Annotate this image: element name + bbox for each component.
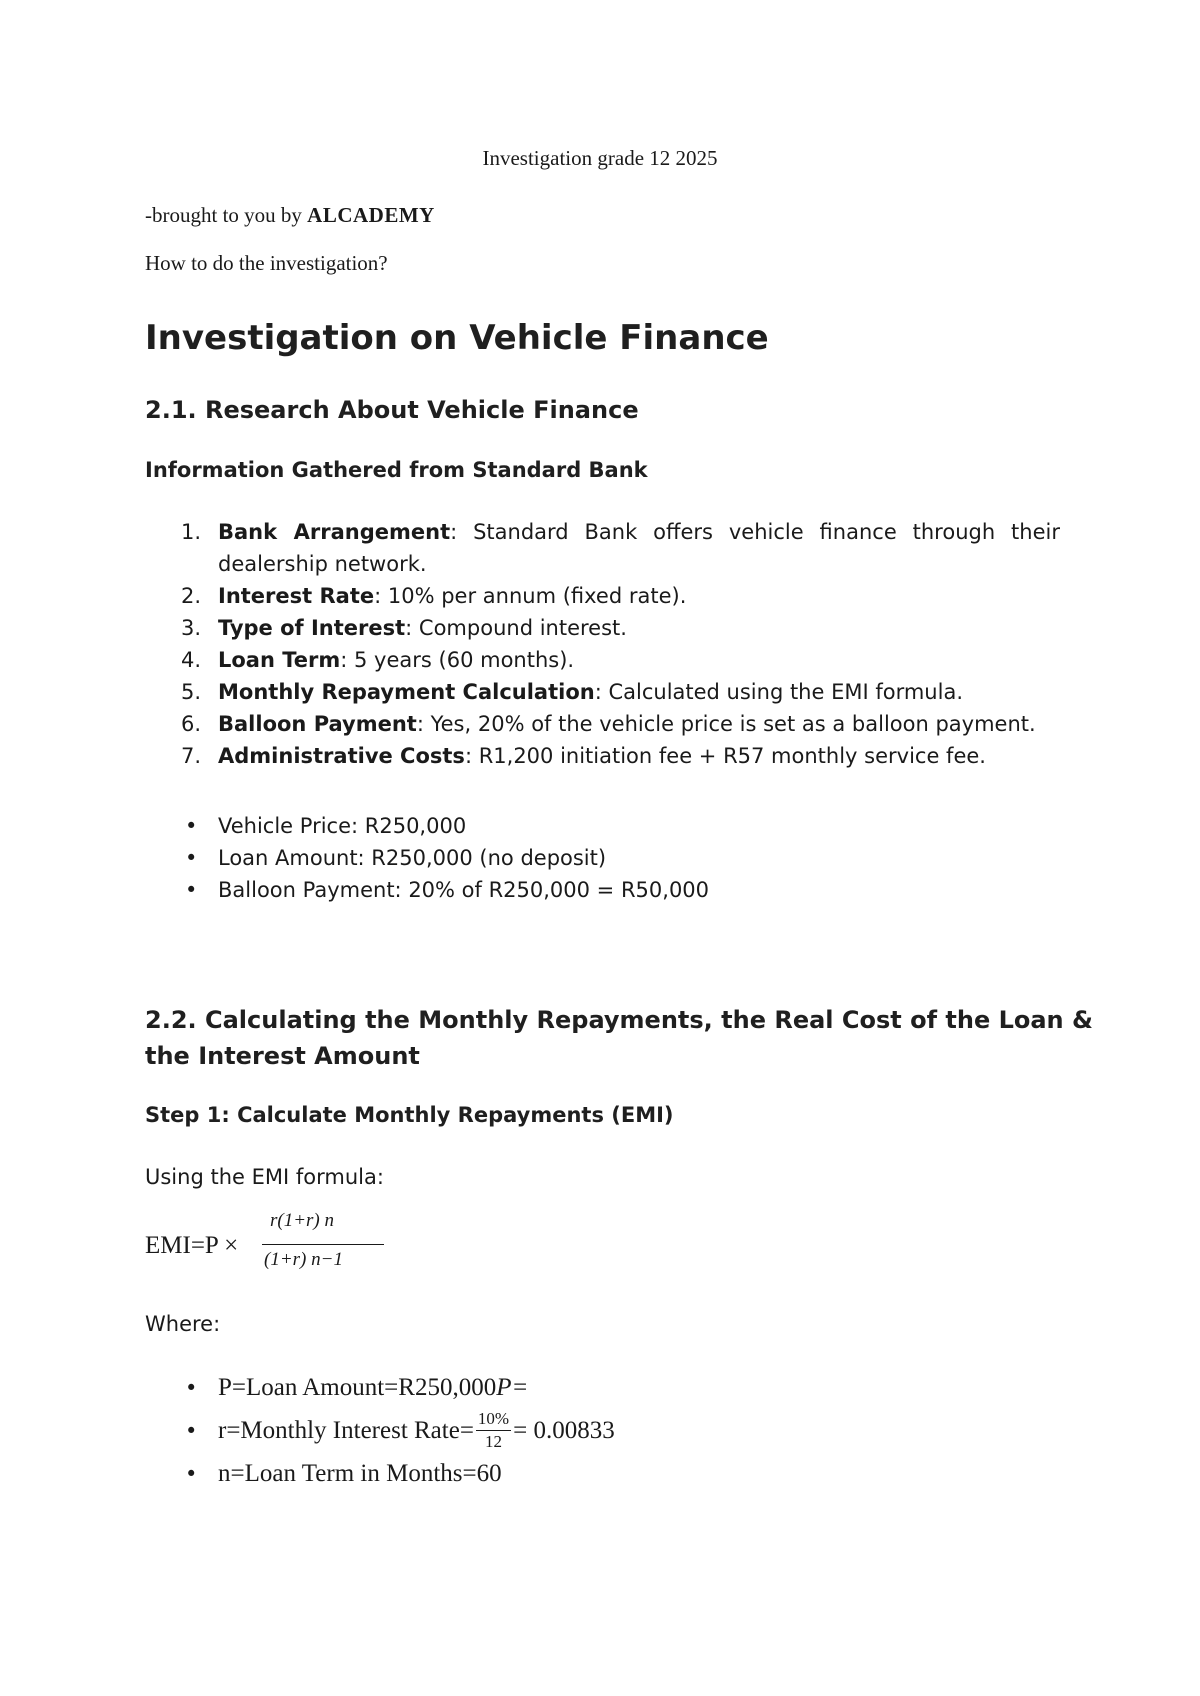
item-text: : Standard Bank offers vehicle finance through their dealership network. xyxy=(218,520,1060,576)
definition-text: P=Loan Amount=R250,000 xyxy=(218,1373,497,1401)
formula-lhs: EMI=P × xyxy=(145,1232,239,1259)
item-term: Type of Interest xyxy=(218,616,406,640)
list-item xyxy=(145,810,1060,842)
variable-definitions xyxy=(145,1366,1045,1495)
fraction-bar xyxy=(262,1244,384,1245)
byline-prefix: -brought to you by xyxy=(145,203,308,227)
item-text: : Calculated using the EMI formula. xyxy=(594,680,963,704)
section-heading-line: 2.2. Calculating the Monthly Repayments, the Real Cost of the Loan & xyxy=(145,1006,1093,1034)
subheading-standard-bank: Information Gathered from Standard Bank xyxy=(145,458,648,482)
item-number: 3. xyxy=(181,616,202,640)
item-term: Loan Term xyxy=(218,648,341,672)
formula-intro: Using the EMI formula: xyxy=(145,1165,384,1189)
list-item xyxy=(145,516,1060,580)
item-number: 6. xyxy=(181,712,202,736)
vehicle-details-list xyxy=(145,810,1060,906)
list-item xyxy=(145,708,1060,740)
list-item xyxy=(145,612,1060,644)
list-item xyxy=(145,676,1060,708)
list-item xyxy=(145,842,1060,874)
bullet-icon: • xyxy=(185,814,198,838)
bullet-icon: • xyxy=(185,1461,198,1486)
item-text: : 10% per annum (fixed rate). xyxy=(374,584,687,608)
byline xyxy=(145,203,435,228)
document-title: Investigation grade 12 2025 xyxy=(482,146,718,170)
list-item xyxy=(145,874,1060,906)
section-heading-2-2 xyxy=(145,1002,1093,1074)
bullet-icon: • xyxy=(185,878,198,902)
page-title: Investigation on Vehicle Finance xyxy=(145,318,769,358)
definition-text: n=Loan Term in Months=60 xyxy=(218,1459,502,1487)
rate-fraction xyxy=(476,1408,511,1453)
item-term: Bank Arrangement xyxy=(218,520,451,544)
list-item xyxy=(145,644,1060,676)
definition-text: r=Monthly Interest Rate= xyxy=(218,1416,474,1444)
list-item xyxy=(145,1452,1045,1495)
byline-brand: ALCADEMY xyxy=(307,203,435,227)
item-text: : R1,200 initiation fee + R57 monthly service fee. xyxy=(464,744,986,768)
step1-heading: Step 1: Calculate Monthly Repayments (EMI) xyxy=(145,1103,674,1127)
definition-result: = 0.00833 xyxy=(513,1416,615,1444)
rate-fraction-denominator: 12 xyxy=(485,1432,502,1451)
item-term: Administrative Costs xyxy=(218,744,465,768)
numbered-list xyxy=(145,516,1060,772)
section-heading-line: the Interest Amount xyxy=(145,1042,420,1070)
bullet-icon: • xyxy=(185,1375,198,1400)
bullet-icon: • xyxy=(185,846,198,870)
item-number: 2. xyxy=(181,584,202,608)
item-number: 1. xyxy=(181,520,202,544)
formula-denominator: (1+r) n−1 xyxy=(264,1249,343,1270)
list-item xyxy=(145,580,1060,612)
definition-suffix: P= xyxy=(496,1373,529,1401)
item-text: : 5 years (60 months). xyxy=(340,648,575,672)
item-number: 5. xyxy=(181,680,202,704)
list-item xyxy=(145,1366,1045,1409)
howto-question: How to do the investigation? xyxy=(145,251,388,275)
bullet-icon: • xyxy=(185,1418,198,1443)
formula-numerator: r(1+r) n xyxy=(270,1210,335,1231)
section-heading-2-1: 2.1. Research About Vehicle Finance xyxy=(145,396,639,424)
item-text: : Compound interest. xyxy=(405,616,627,640)
item-number: 7. xyxy=(181,744,202,768)
item-number: 4. xyxy=(181,648,202,672)
item-term: Interest Rate xyxy=(218,584,375,608)
where-label: Where: xyxy=(145,1312,221,1336)
item-term: Monthly Repayment Calculation xyxy=(218,680,595,704)
list-item-text: Vehicle Price: R250,000 xyxy=(218,814,467,838)
list-item xyxy=(145,740,1060,772)
list-item xyxy=(145,1409,1045,1452)
item-term: Balloon Payment xyxy=(218,712,417,736)
list-item-text: Loan Amount: R250,000 (no deposit) xyxy=(218,846,607,870)
rate-fraction-numerator: 10% xyxy=(476,1408,511,1431)
list-item-text: Balloon Payment: 20% of R250,000 = R50,000 xyxy=(218,878,710,902)
item-text: : Yes, 20% of the vehicle price is set as a balloon payment. xyxy=(416,712,1036,736)
